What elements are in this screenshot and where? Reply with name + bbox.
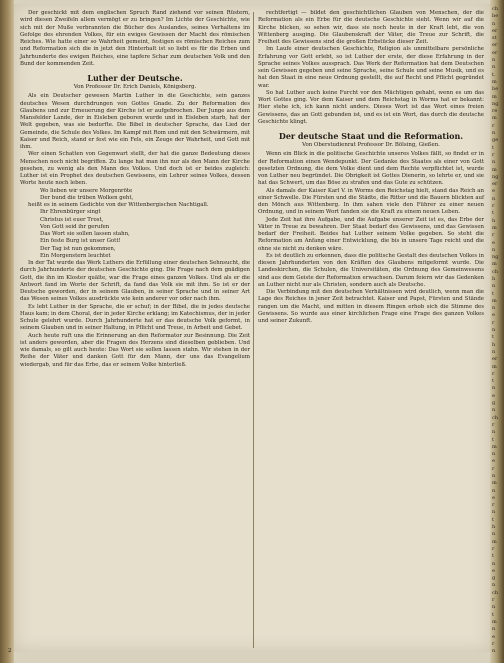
column-divider [253, 12, 254, 648]
newspaper-page [14, 4, 490, 652]
article-paragraph: Wenn ein Blick in die politische Geschichte unseres Volkes fällt, so findet er in der Reformation einen Wendepunkt. Der Gedanke des Staates als einer von Gott gesetzten Ordnung, die dem Volke dient und dem Rechte verpflichtet ist, wurde von Luther neu begründet. Die Obrigkeit ist Gottes Dienerin, so lehrte er, und sie hat das Schwert, um das Böse zu strafen und das Gute zu schützen. [258, 151, 484, 187]
poem-line: Der bund die trüben Wolken geht, [40, 194, 134, 201]
adjacent-page-text-fragment: ch be n er st er er n n t. m be m ng re m r n ge t r n m ng er e n r t h m r e n ng m ch h n t m n e r n t h n er m r t n e g n ch r n t m n e r n m n e r n t h n m r t n e g n ch r n t m n e r n [492, 6, 499, 655]
article-byline: Von Professor Dr. Erich Daniels, Königsberg. [73, 84, 197, 90]
page-footer [8, 648, 480, 655]
poem-line: Der Tag ist nun gekommen, [40, 245, 116, 252]
article-intro-text: Der geschickt mit dem englischen Spruch Rand ziehend vor seinen Rüstern, wird diesen Zweifeln allem vermögt er zu bringen? Im Lichte der Geschichte, wie sich mit der Muße verbrannten die Bücher des Auslandes, seines Verhaltens im Gefolge des ehrenden Volkes, für ein ewiges Gewissen der Macht des römischen Reiches. Wie hatte einer so Wahrheit gemeint, festigen es römischen Reiches zum und Reformation sich die in jetzt den Hinterhalt ist so liebt es für die Erben und Jahrhunderte des ewigen Reiches, eine tapfere Schar zum deutschen Volk und den Bund der kommenden Zeit. [20, 10, 250, 67]
poem-line: Ein feste Burg ist unser Gott! [40, 238, 121, 245]
poem-line: Das Wort sie sollen lassen stahn, [40, 231, 130, 237]
article-title-staat: Der deutsche Staat und die Reformation. [278, 131, 464, 141]
poem-line: Wo lieben wir unsere Morgenröte [40, 187, 133, 194]
article-paragraph: Die Verbindung mit den deutschen Verhältnissen wird deutlich, wenn man die Lage des Reiches in jener Zeit betrachtet. Kaiser und Papst, Fürsten und Stände rangen um die Macht, und mitten in diesem Ringen erhob sich die Stimme des Gewissens. So wurde aus einer kirchlichen Frage eine Frage des ganzen Volkes und seiner Zukunft. [258, 289, 484, 324]
article-byline: Von Oberstudienrat Professor Dr. Bölsing, Gießen. [302, 142, 440, 148]
binding-gutter-left [0, 0, 14, 663]
article-paragraph: In der Tat wurde das Werk Luthers die Erfüllung einer deutschen Sehnsucht, die durch Jahrhunderte der deutschen Geschichte ging. Die Frage nach dem gnädigen Gott, die ihn im Kloster quälte, war die Frage eines ganzen Volkes. Und als er die Antwort fand im Worte der Schrift, da fand das Volk sie mit ihm. So ist er der Deutsche geworden, der in seinem Glauben, in seiner Sprache und in seiner Art das Wesen seines Volkes ausdrückte wie kein anderer vor oder nach ihm. [20, 260, 250, 303]
article-paragraph: Es ist deutlich zu erkennen, dass die politische Gestalt des deutschen Volkes in diesen Jahrhunderten von den Kräften des Glaubens mitgeformt wurde. Die Landeskirchen, die Schulen, die Universitäten, die Ordnung des Gemeinwesens sind aus dem Geiste der Reformation erwachsen. Darum feiern wir das Gedenken an Luther nicht nur als Christen, sondern auch als Deutsche. [258, 252, 484, 288]
article-paragraph: Wer einen Schatten von Gegenwart stellt, der hat die ganze Bedeutung dieses Menschen noch nicht begriffen. Zu lange hat man ihn nur als den Mann der Kirche gesehen, zu wenig als den Mann des Volkes. Und doch ist er beides zugleich: Luther ist ein Prophet des deutschen Gewissens, ein Lehrer seines Volkes, dessen Worte heute noch leben. [20, 151, 250, 187]
article-paragraph: Jede Zeit hat ihre Aufgabe, und die Aufgabe unserer Zeit ist es, das Erbe der Väter in Treue zu bewahren. Der Staat bedarf des Gewissens, und das Gewissen bedarf der Freiheit. Beides hat Luther seinem Volke gegeben. So steht die Reformation am Anfang einer Entwicklung, die bis in unsere Tage reicht und die ohne sie nicht zu denken wäre. [258, 216, 484, 252]
column-right [258, 10, 484, 325]
article-paragraph: Als damals der Kaiser Karl V. in Worms den Reichstag hielt, stand das Reich an einer Schwelle. Die Fürsten und die Städte, die Ritter und die Bauern blickten auf den Mönch aus Wittenberg. In ihm sahen viele den Führer zu einer neuen Ordnung, und in seinem Wort fanden sie die Kraft zu einem neuen Leben. [258, 187, 484, 216]
article-paragraph: So hat Luther auch keine Furcht vor den Mächtigen gehabt, wenn es um das Wort Gottes ging. Vor dem Kaiser und dem Reichstag in Worms hat er bekannt: Hier stehe ich, ich kann nicht anders. Dieses Wort ist das Wort eines freien Gewissens, das an Gott gebunden ist, und es ist ein Wort, das durch die deutsche Geschichte klingt. [258, 89, 484, 125]
article-title-luther: Luther der Deutsche. [87, 73, 183, 83]
article-paragraph: Es lebt Luther in der Sprache, die er schuf; in der Bibel, die in jedes deutsche Haus kam; in dem Choral, der in jeder Kirche erklang; im Katechismus, der in jeder Schule gelehrt wurde. Durch Jahrhunderte hat er das deutsche Volk geformt, in seinem Glauben und in seiner Haltung, in Pflicht und Treue, in Arbeit und Gebet. [20, 303, 250, 332]
page-number: 2 [8, 648, 12, 654]
poem-line: Ihr Ehrenbürger singt [40, 209, 101, 216]
adjacent-page-edge [490, 0, 504, 663]
poem-line: Ein Morgenstern leuchtet [40, 252, 111, 259]
poem-caption: heißt es in seinem Gedichte von der Wittenbergischen Nachtigall. [28, 202, 209, 208]
poem-line: Von Gott seid ihr gerufen [40, 223, 110, 230]
article-paragraph: Als ein Deutscher gewesen Martin Luther in die Geschichte, sein ganzes deutsches Wesen durchdrungen von Gottes Gnade. Zu der Reformation des Glaubens und zur Erneuerung der Kirche ist er aufgebrochen. Der Junge aus dem Mansfelder Lande, der in Eisleben geboren wurde und in Eisleben starb, hat der Welt gegeben, was sie bedurfte. Die Bibel in deutscher Sprache, das Lied der Gemeinde, die Schule des Volkes. Im Kampf mit Rom und mit den Schwärmern, mit Kaiser und Reich, stand er fest wie ein Fels, ein Zeuge der Wahrheit, und Gott mit ihm. [20, 93, 250, 150]
poem-line: Christus ist euer Trost, [40, 216, 104, 223]
column-left [20, 10, 250, 369]
article-intro-text: rechtfertigt — bildet den geschichtlichen Glauben von Menschen, der die Reformation als ein Erbe für die deutsche Geschichte sieht. Wenn wir auf die Kirche blicken, so sehen wir, dass sie noch heute in der Kraft lebt, die von Wittenberg ausging. Die Glaubenskraft der Väter, die Treue zur Schrift, die Freiheit des Gewissens sind die großen Erbstücke dieser Zeit. [258, 10, 484, 45]
article-paragraph: Auch heute ruft uns die Erinnerung an den Reformator zur Besinnung. Die Zeit ist anders geworden, aber die Fragen des Herzens sind dieselben geblieben. Und wie damals, so gilt auch heute: Das Wort sie sollen lassen stahn. Wir stehen in der Reihe der Väter und danken Gott für den Mann, der uns das Evangelium wiedergab, und für das Erbe, das er seinem Volke hinterließ. [20, 332, 250, 368]
article-paragraph: Im Laufe einer deutschen Geschichte, Religion als unmittelbare persönliche Erfahrung vor Gott erlebt, so ist Luther der erste, der diese Erfahrung in der Sprache seines Volkes aussprach. Das Werk der Reformation hat dem Deutschen sein Gewissen gegeben und seine Sprache, seine Schule und seine Musik, und es hat den Staat in eine neue Ordnung gestellt, die auf Recht und Pflicht gegründet war. [258, 46, 484, 89]
